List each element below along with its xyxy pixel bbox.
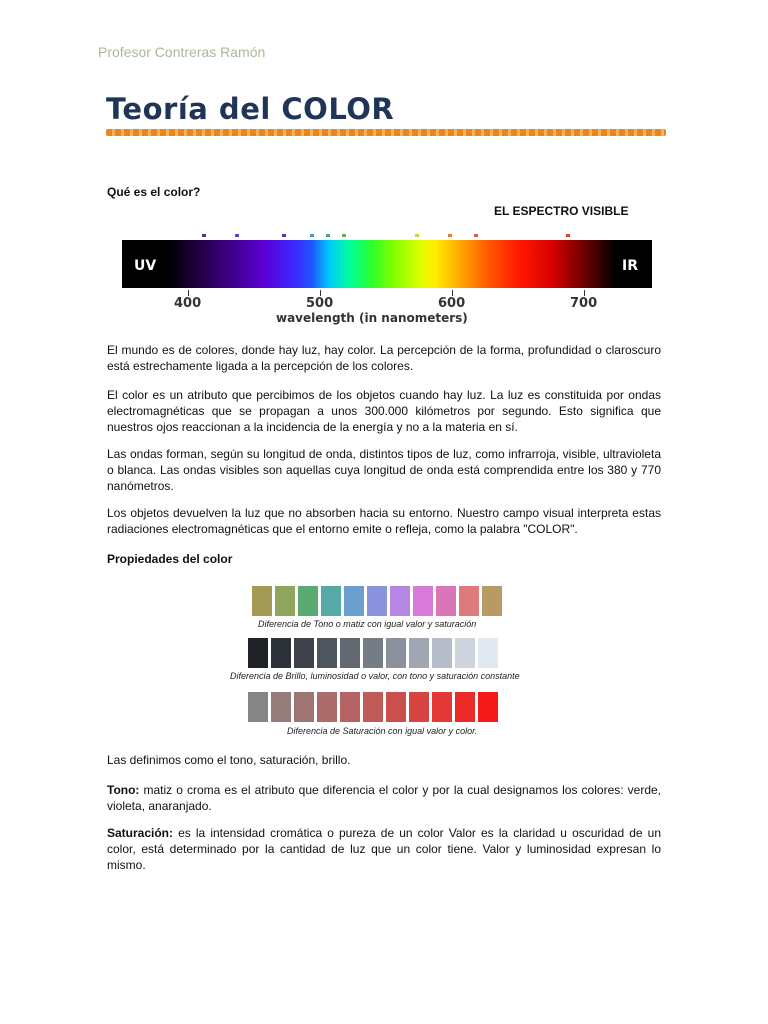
- tick-label-500: 500: [306, 296, 334, 311]
- spectrum-bar: [122, 240, 652, 288]
- paragraph: Las ondas forman, según su longitud de onda, distintos tipos de luz, como infrarroja, visible, ultravioleta o blanca. Las ondas visibles son aquellas cuya longitud de onda está comprendida entre los 380 y 770 nanómetros.: [107, 447, 661, 493]
- spectrum-ir-label: IR: [622, 258, 638, 274]
- color-swatch: [432, 638, 452, 668]
- color-swatch: [478, 692, 498, 722]
- spectrum-figure: [122, 230, 652, 330]
- color-swatch: [317, 638, 337, 668]
- color-swatch: [459, 586, 479, 616]
- color-swatch: [294, 638, 314, 668]
- color-swatch: [455, 692, 475, 722]
- spectrum-dot: [310, 234, 314, 237]
- saturacion-label: Saturación:: [107, 826, 174, 840]
- tick-label-600: 600: [438, 296, 466, 311]
- color-swatch: [317, 692, 337, 722]
- spectrum-dot: [282, 234, 286, 237]
- color-swatch: [298, 586, 318, 616]
- color-swatch: [340, 638, 360, 668]
- color-swatch: [252, 586, 272, 616]
- saturacion-text: es la intensidad cromática o pureza de un color Valor es la claridad u oscuridad de un color, está determinado por la cantidad de luz que un color tiene. Valor y luminosidad expresan lo mismo.: [107, 826, 661, 872]
- spectrum-dot: [566, 234, 570, 237]
- color-swatch: [482, 586, 502, 616]
- color-swatch: [344, 586, 364, 616]
- swatch-caption-saturation: Diferencia de Saturación con igual valor y color.: [287, 726, 478, 736]
- color-swatch: [409, 692, 429, 722]
- spectrum-dot: [448, 234, 452, 237]
- header-author: Profesor Contreras Ramón: [98, 44, 266, 60]
- color-swatch: [321, 586, 341, 616]
- spectrum-dot: [474, 234, 478, 237]
- color-swatch: [248, 692, 268, 722]
- color-swatch: [275, 586, 295, 616]
- tono-paragraph: [107, 782, 661, 814]
- saturacion-paragraph: [107, 825, 661, 873]
- title-underline: [106, 129, 666, 136]
- color-swatch: [478, 638, 498, 668]
- swatch-row-saturation: [248, 692, 498, 722]
- color-swatch: [436, 586, 456, 616]
- paragraph: El color es un atributo que percibimos de los objetos cuando hay luz. La luz es constituida por ondas electromagnéticas que se propagan a unos 300.000 kilómetros por segundo. Esto significa que nuestros ojos reaccionan a la incidencia de la energía y no a la materia en sí.: [107, 388, 661, 434]
- properties-heading: Propiedades del color: [107, 552, 233, 566]
- color-swatch: [271, 638, 291, 668]
- section-question: Qué es el color?: [107, 185, 201, 199]
- color-swatch: [294, 692, 314, 722]
- color-swatch: [271, 692, 291, 722]
- paragraph: El mundo es de colores, donde hay luz, hay color. La percepción de la forma, profundidad o claroscuro está estrechamente ligada a la percepción de los colores.: [107, 343, 661, 373]
- color-swatch: [367, 586, 387, 616]
- color-swatch: [363, 638, 383, 668]
- paragraph: Los objetos devuelven la luz que no absorben hacia su entorno. Nuestro campo visual interpreta estas radiaciones electromagnéticas que el entorno emite o refleja, como la palabra "COLOR".: [107, 506, 661, 536]
- tono-text: matiz o croma es el atributo que diferencia el color y por la cual designamos los colores: verde, violeta, anaranjado.: [107, 783, 661, 813]
- axis-label: wavelength (in nanometers): [276, 311, 468, 325]
- tono-label: Tono:: [107, 783, 140, 797]
- color-swatch: [409, 638, 429, 668]
- spectrum-dot: [326, 234, 330, 237]
- color-swatch: [390, 586, 410, 616]
- swatch-caption-hue: Diferencia de Tono o matiz con igual valor y saturación: [258, 619, 477, 629]
- color-swatch: [386, 692, 406, 722]
- color-swatch: [413, 586, 433, 616]
- spectrum-dot: [202, 234, 206, 237]
- swatch-row-hue: [252, 586, 502, 616]
- swatch-row-brightness: [248, 638, 498, 668]
- spectrum-heading: EL ESPECTRO VISIBLE: [494, 204, 629, 218]
- tick-label-400: 400: [174, 296, 202, 311]
- spectrum-dot: [415, 234, 419, 237]
- tick-label-700: 700: [570, 296, 598, 311]
- swatch-caption-brightness: Diferencia de Brillo, luminosidad o valor, con tono y saturación constante: [230, 671, 520, 681]
- color-swatch: [248, 638, 268, 668]
- color-swatch: [340, 692, 360, 722]
- color-swatch: [432, 692, 452, 722]
- color-swatch: [455, 638, 475, 668]
- spectrum-dot: [342, 234, 346, 237]
- definitions-text: Las definimos como el tono, saturación, brillo.: [107, 753, 351, 767]
- spectrum-dot: [235, 234, 239, 237]
- color-swatch: [363, 692, 383, 722]
- spectrum-uv-label: UV: [134, 258, 157, 274]
- color-swatch: [386, 638, 406, 668]
- page-title: Teoría del COLOR: [106, 92, 395, 126]
